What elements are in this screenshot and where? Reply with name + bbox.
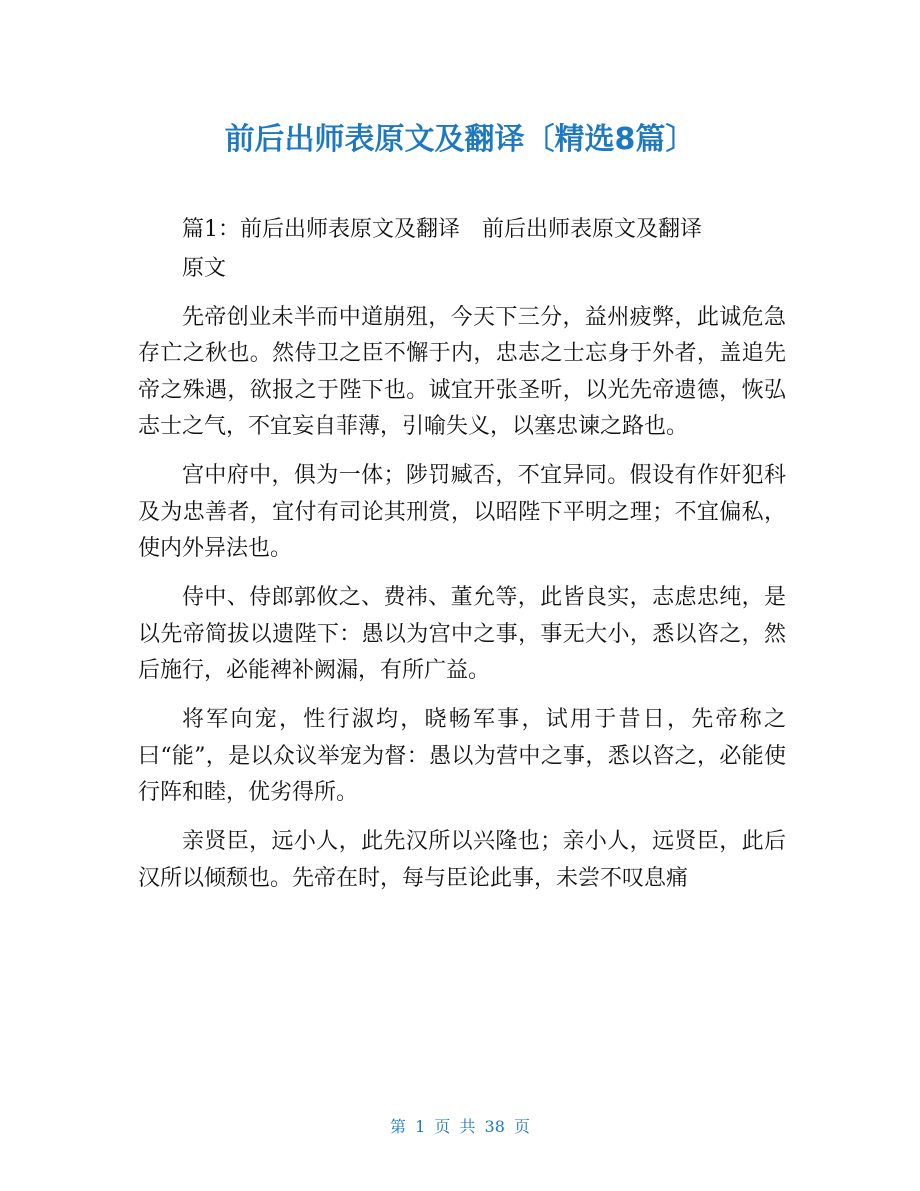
paragraph: 侍中、侍郎郭攸之、费祎、董允等，此皆良实，志虑忠纯，是以先帝简拔以遗陛下：愚以为宫中之事，事无大小，悉以咨之，然后施行，必能裨补阙漏，有所广益。 <box>138 585 786 683</box>
paragraph: 亲贤臣，远小人，此先汉所以兴隆也；亲小人，远贤臣，此后汉所以倾颓也。先帝在时，每与臣论此事，未尝不叹息痛 <box>138 829 786 891</box>
paragraph: 将军向宠，性行淑均，晓畅军事，试用于昔日，先帝称之曰“能”，是以众议举宠为督：愚以为营中之事，悉以咨之，必能使行阵和睦，优劣得所。 <box>138 707 786 805</box>
paragraph-heading: 篇1：前后出师表原文及翻译 前后出师表原文及翻译 <box>182 217 702 242</box>
document-title: 前后出师表原文及翻译〔精选8篇〕 <box>224 122 696 157</box>
page-number-footer: 第 1 页 共 38 页 <box>390 1117 530 1136</box>
document-body <box>138 212 786 910</box>
paragraph-section-label: 原文 <box>182 255 227 281</box>
paragraph: 先帝创业未半而中道崩殂，今天下三分，益州疲弊，此诚危急存亡之秋也。然侍卫之臣不懈于内，忠志之士忘身于外者，盖追先帝之殊遇，欲报之于陛下也。诚宜开张圣听，以光先帝遗德，恢弘志士之气，不宜妄自菲薄，引喻失义，以塞忠谏之路也。 <box>138 304 786 439</box>
paragraph: 宫中府中，俱为一体；陟罚臧否，不宜异同。假设有作奸犯科及为忠善者，宜付有司论其刑赏，以昭陛下平明之理；不宜偏私，使内外异法也。 <box>138 463 786 561</box>
